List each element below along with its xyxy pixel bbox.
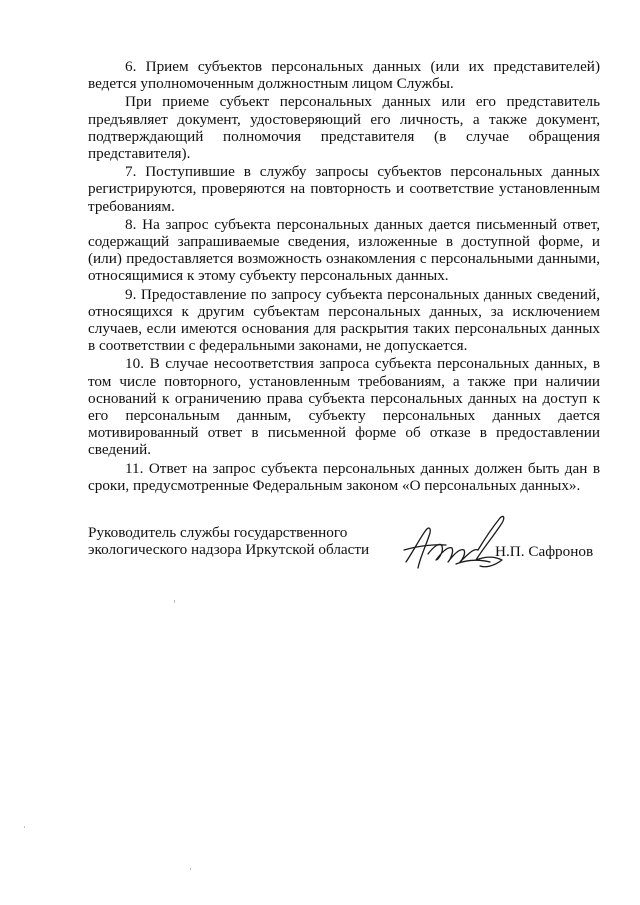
scan-speck: [24, 826, 25, 828]
signatory-name: Н.П. Сафронов: [495, 543, 594, 560]
signatory-title-line-1: Руководитель службы государственного: [88, 524, 348, 541]
paragraph-11: 11. Ответ на запрос субъекта персональных данных должен быть дан в сроки, предусмотренные Федеральным законом «О персональных данных».: [88, 459, 600, 494]
paragraph-9: 9. Предоставление по запросу субъекта персональных данных сведений, относящихся к другим субъектам персональных данных, за исключением случаев, если имеются основания для раскрытия таких персональных данных в соответствии с федеральными законами, не допускается.: [88, 285, 600, 355]
paragraph-10: 10. В случае несоответствия запроса субъекта персональных данных, в том числе повторного, установленным требованиям, а также при наличии оснований к ограничению права субъекта персональных данных на доступ к его персональным данным, субъекту персональных данных дается мотивированный ответ в письменной форме об отказе в предоставлении сведений.: [88, 355, 600, 459]
paragraph-6: 6. Прием субъектов персональных данных (или их представителей) ведется уполномоченным должностным лицом Службы.: [88, 58, 600, 93]
paragraph-7: 7. Поступившие в службу запросы субъектов персональных данных регистрируются, проверяются на повторность и соответствие установленным требованиям.: [88, 163, 600, 215]
paragraph-6-continued: При приеме субъект персональных данных или его представитель предъявляет документ, удостоверяющий его личность, а также документ, подтверждающий полномочия представителя (в случае обращения представителя).: [88, 93, 600, 163]
scan-speck: [174, 600, 175, 603]
document-body: [88, 58, 600, 494]
scan-speck: [190, 868, 191, 870]
signatory-title: [88, 524, 378, 558]
signature-block: [88, 524, 608, 584]
signatory-title-line-2: экологического надзора Иркутской области: [88, 541, 370, 559]
paragraph-8: 8. На запрос субъекта персональных данных дается письменный ответ, содержащий запрашиваемые сведения, изложенные в доступной форме, и (или) предоставляется возможность ознакомления с персональными данными, относящимися к этому субъекту персональных данных.: [88, 215, 600, 285]
